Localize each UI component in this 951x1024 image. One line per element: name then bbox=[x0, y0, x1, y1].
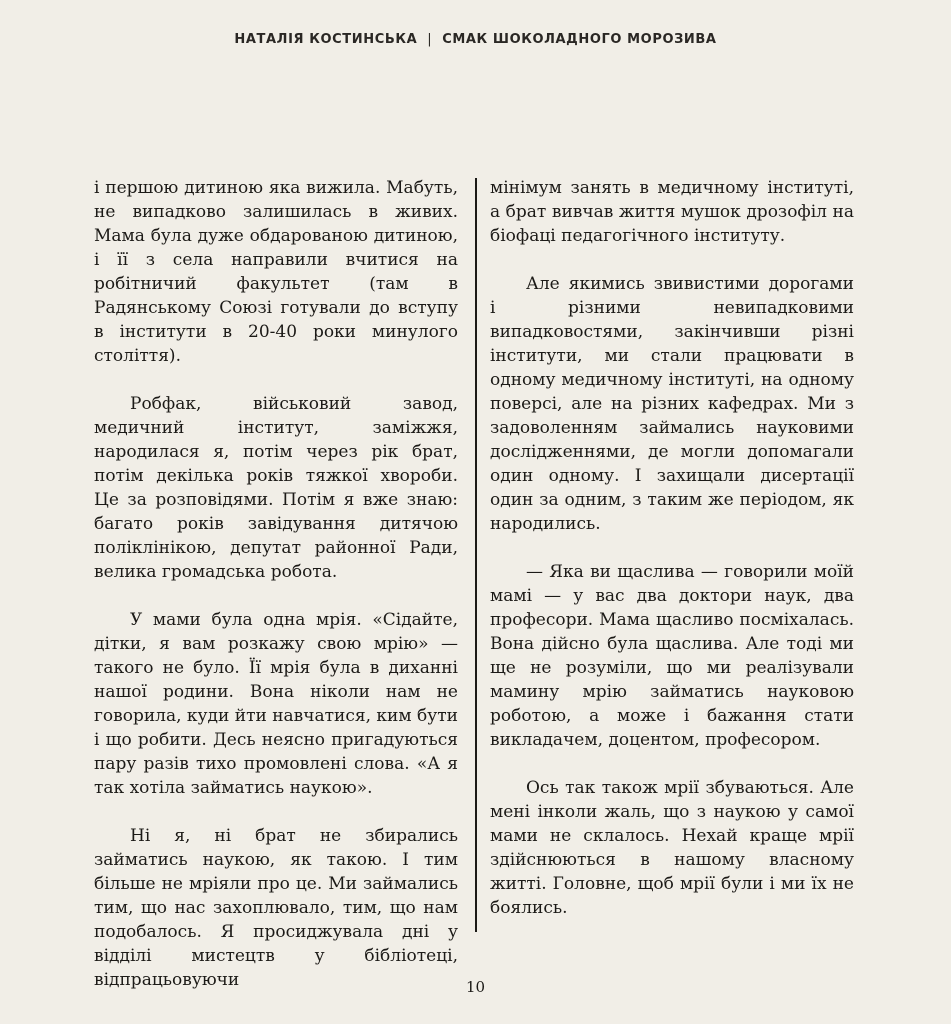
paragraph: Робфак, військовий завод, медичний інститут, заміжжя, народилася я, потім через рік брат, потім декілька років тяжкої хвороби. Це за розповідями. Потім я вже знаю: багато років завідування дитячою поліклінікою, депутат районної Ради, велика громадська робота. bbox=[94, 394, 458, 582]
paragraph: У мами була одна мрія. «Сідайте, дітки, я вам розкажу свою мрію» — такого не було. Її мрія була в диханні нашої родини. Вона ніколи нам не говорила, куди йти навчатися, ким бути і що робити. Десь неясно пригадуються пару разів тихо промовлені слова. «А я так хотіла займатись наукою». bbox=[94, 610, 458, 798]
paragraph: — Яка ви щаслива — говорили моїй мамі — у вас два доктори наук, два професори. Мама щасливо посміхалась. Вона дійсно була щаслива. Але тоді ми ще не розуміли, що ми реалізували мамину мрію займатись науковою роботою, а може і бажання стати викладачем, доцентом, професором. bbox=[490, 562, 854, 750]
paragraph: Ось так також мрії збуваються. Але мені інколи жаль, що з наукою у самої мами не склалось. Нехай краще мрії здійснюються в нашому власному житті. Головне, щоб мрії були і ми їх не боялись. bbox=[490, 778, 854, 918]
paragraph: і першою дитиною яка вижила. Мабуть, не випадково залишилась в живих. Мама була дуже обдарованою дитиною, і її з села направили вчитися на робітничий факультет (там в Радянському Союзі готували до вступу в інститути в 20-40 роки минулого століття). bbox=[94, 178, 458, 366]
left-column bbox=[94, 176, 458, 1016]
header-separator: | bbox=[427, 32, 433, 47]
paragraph: Але якимись звивистими дорогами і різними невипадковими випадковостями, закінчивши різні інститути, ми стали працювати в одному медичному інституті, на одному поверсі, але на різних кафедрах. Ми з задоволенням займались науковими дослідженнями, де могли допомагали один одному. І захищали дисертації один за одним, з таким же періодом, як народились. bbox=[490, 274, 854, 534]
right-column bbox=[490, 176, 854, 944]
header-author: НАТАЛІЯ КОСТИНСЬКА bbox=[234, 32, 418, 47]
paragraph: Ні я, ні брат не збирались займатись наукою, як такою. І тим більше не мріяли про це. Ми займались тим, що нас захоплювало, тим, що нам подобалось. Я просиджувала дні у відділі мистецтв у бібліотеці, відпрацьовуючи bbox=[94, 826, 458, 990]
page-number: 10 bbox=[465, 978, 486, 996]
header-title: СМАК ШОКОЛАДНОГО МОРОЗИВА bbox=[442, 32, 717, 47]
running-header bbox=[0, 32, 951, 47]
column-divider bbox=[475, 178, 477, 932]
paragraph: мінімум занять в медичному інституті, а брат вивчав життя мушок дрозофіл на біофаці педагогічного інституту. bbox=[490, 178, 854, 246]
